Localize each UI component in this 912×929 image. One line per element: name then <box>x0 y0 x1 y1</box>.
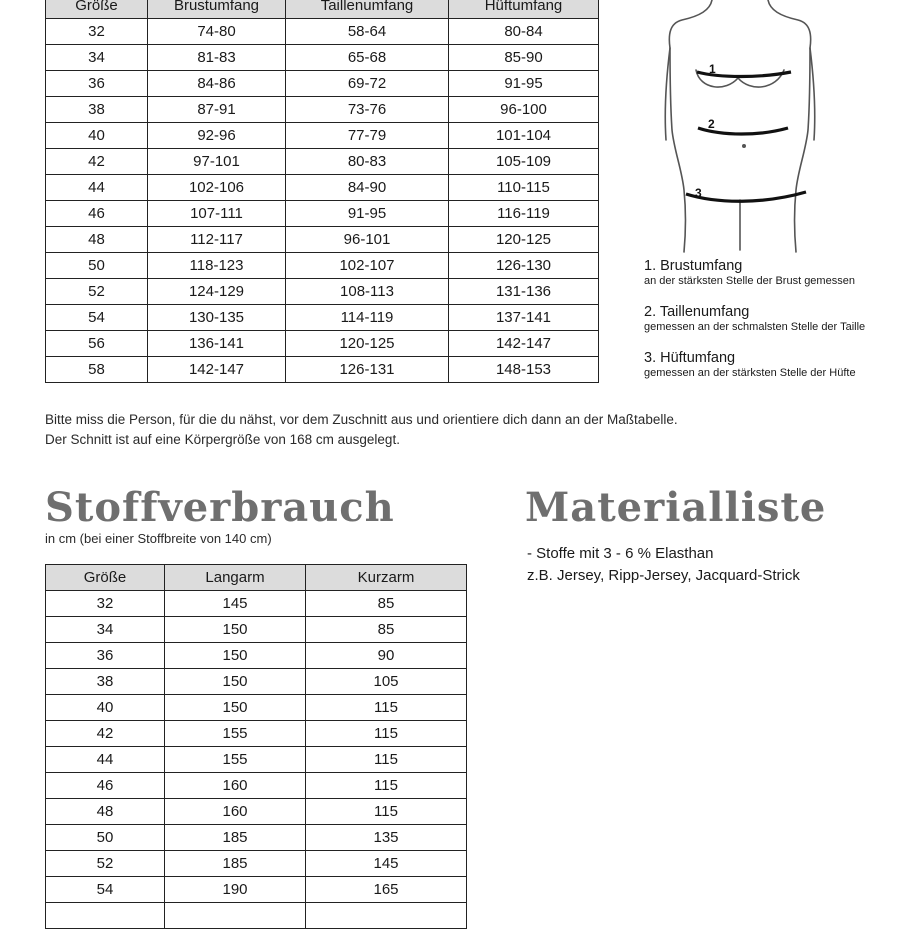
size-table-header-row <box>46 0 599 19</box>
legend-bust-sub: an der stärksten Stelle der Brust gemessen <box>644 275 855 287</box>
size-table-cell: 107-111 <box>148 201 286 227</box>
size-table-header-cell: Brustumfang <box>148 0 286 19</box>
fabric-table-cell: 160 <box>165 799 306 825</box>
figure-outline-left <box>669 0 712 252</box>
fabric-table-cell: 160 <box>165 773 306 799</box>
size-table-header-cell: Hüftumfang <box>449 0 599 19</box>
fabric-table-row <box>46 695 467 721</box>
size-table-row <box>46 123 599 149</box>
legend-waist <box>644 304 865 333</box>
fabric-table-row <box>46 747 467 773</box>
size-table-cell: 96-100 <box>449 97 599 123</box>
size-table-cell: 116-119 <box>449 201 599 227</box>
navel-mark <box>742 144 746 148</box>
size-table-row <box>46 149 599 175</box>
hip-marker-label: 3 <box>695 186 702 200</box>
fabric-table-row <box>46 903 467 929</box>
size-table-cell: 130-135 <box>148 305 286 331</box>
size-table-cell: 36 <box>46 71 148 97</box>
size-table-cell: 34 <box>46 45 148 71</box>
size-table-row <box>46 175 599 201</box>
fabric-table-cell: 165 <box>306 877 467 903</box>
size-table-cell: 65-68 <box>286 45 449 71</box>
fabric-table-cell: 185 <box>165 851 306 877</box>
legend-waist-title: 2. Taillenumfang <box>644 304 750 320</box>
fabric-table-cell: 115 <box>306 747 467 773</box>
size-table-cell: 102-106 <box>148 175 286 201</box>
fabric-table-cell: 145 <box>306 851 467 877</box>
size-table-cell: 74-80 <box>148 19 286 45</box>
size-table-header-cell: Größe <box>46 0 148 19</box>
size-table-cell: 114-119 <box>286 305 449 331</box>
size-table-cell: 105-109 <box>449 149 599 175</box>
fabric-table-row <box>46 591 467 617</box>
fabric-table-cell: 52 <box>46 851 165 877</box>
fabric-table-row <box>46 617 467 643</box>
figure-outline-right <box>768 0 811 252</box>
fabric-table-cell: 46 <box>46 773 165 799</box>
fabric-table-cell: 190 <box>165 877 306 903</box>
size-table-row <box>46 97 599 123</box>
size-table <box>45 0 599 383</box>
size-table-cell: 58 <box>46 357 148 383</box>
fabric-table-row <box>46 669 467 695</box>
size-table-cell: 87-91 <box>148 97 286 123</box>
size-table-cell: 85-90 <box>449 45 599 71</box>
size-table-cell: 73-76 <box>286 97 449 123</box>
size-table-cell: 48 <box>46 227 148 253</box>
fabric-table-header-cell: Kurzarm <box>306 565 467 591</box>
fabric-table-header-row <box>46 565 467 591</box>
fabric-table-cell: 155 <box>165 747 306 773</box>
size-table-row <box>46 305 599 331</box>
fabric-table-cell: 32 <box>46 591 165 617</box>
size-table-cell: 131-136 <box>449 279 599 305</box>
fabric-table-cell: 38 <box>46 669 165 695</box>
waist-marker-label: 2 <box>708 117 715 131</box>
fabric-table-cell: 115 <box>306 721 467 747</box>
materials-heading: Materialliste <box>525 484 827 531</box>
size-table-row <box>46 19 599 45</box>
size-table-cell: 120-125 <box>286 331 449 357</box>
size-table-cell: 136-141 <box>148 331 286 357</box>
size-table-cell: 92-96 <box>148 123 286 149</box>
fabric-table-cell: 34 <box>46 617 165 643</box>
size-table-cell: 46 <box>46 201 148 227</box>
size-table-cell: 38 <box>46 97 148 123</box>
fabric-table-cell: 150 <box>165 695 306 721</box>
size-table-cell: 84-90 <box>286 175 449 201</box>
measure-note-line2: Der Schnitt ist auf eine Körpergröße von 168 cm ausgelegt. <box>45 432 400 447</box>
size-table-cell: 32 <box>46 19 148 45</box>
size-table-cell: 137-141 <box>449 305 599 331</box>
fabric-subtitle: in cm (bei einer Stoffbreite von 140 cm) <box>45 531 272 546</box>
fabric-table-cell: 42 <box>46 721 165 747</box>
fabric-table-cell: 145 <box>165 591 306 617</box>
size-table-row <box>46 279 599 305</box>
legend-waist-sub: gemessen an der schmalsten Stelle der Taille <box>644 321 866 333</box>
size-table-cell: 142-147 <box>449 331 599 357</box>
fabric-table-row <box>46 825 467 851</box>
body-measurement-figure <box>660 0 820 255</box>
size-table-cell: 80-83 <box>286 149 449 175</box>
fabric-table-row <box>46 643 467 669</box>
fabric-table-cell: 115 <box>306 695 467 721</box>
size-table-cell: 42 <box>46 149 148 175</box>
materials-line2: z.B. Jersey, Ripp-Jersey, Jacquard-Strick <box>527 567 800 584</box>
size-table-cell: 112-117 <box>148 227 286 253</box>
bust-marker-label: 1 <box>709 62 716 76</box>
size-table-cell: 80-84 <box>449 19 599 45</box>
size-table-row <box>46 331 599 357</box>
size-table-cell: 102-107 <box>286 253 449 279</box>
fabric-table-cell: 40 <box>46 695 165 721</box>
fabric-table-row <box>46 773 467 799</box>
legend-bust <box>644 258 855 287</box>
fabric-table-row <box>46 877 467 903</box>
fabric-table-header-cell: Langarm <box>165 565 306 591</box>
fabric-table-row <box>46 799 467 825</box>
fabric-table-cell: 155 <box>165 721 306 747</box>
legend-bust-title: 1. Brustumfang <box>644 258 743 274</box>
size-table-cell: 142-147 <box>148 357 286 383</box>
hip-measure-line <box>686 192 806 201</box>
size-table-cell: 77-79 <box>286 123 449 149</box>
size-table-cell: 118-123 <box>148 253 286 279</box>
legend-hip <box>644 350 856 379</box>
fabric-table-cell: 36 <box>46 643 165 669</box>
size-table-cell: 52 <box>46 279 148 305</box>
fabric-table-cell: 135 <box>306 825 467 851</box>
size-table-cell: 44 <box>46 175 148 201</box>
fabric-table-cell: 105 <box>306 669 467 695</box>
size-table-cell: 124-129 <box>148 279 286 305</box>
size-table-cell: 110-115 <box>449 175 599 201</box>
fabric-table-cell: 90 <box>306 643 467 669</box>
size-table-cell: 69-72 <box>286 71 449 97</box>
size-table-cell: 148-153 <box>449 357 599 383</box>
fabric-table-cell <box>306 903 467 929</box>
materials-line1: - Stoffe mit 3 - 6 % Elasthan <box>527 545 714 562</box>
measure-note-line1: Bitte miss die Person, für die du nähst, vor dem Zuschnitt aus und orientiere dich dann an der Maßtabelle. <box>45 412 678 427</box>
legend-hip-sub: gemessen an der stärksten Stelle der Hüfte <box>644 367 856 379</box>
fabric-table-cell: 150 <box>165 669 306 695</box>
size-table-row <box>46 71 599 97</box>
fabric-table-cell <box>46 903 165 929</box>
size-table-cell: 120-125 <box>449 227 599 253</box>
fabric-table-cell: 85 <box>306 591 467 617</box>
fabric-table-cell: 54 <box>46 877 165 903</box>
size-table-cell: 84-86 <box>148 71 286 97</box>
size-table-cell: 54 <box>46 305 148 331</box>
size-table-header-cell: Taillenumfang <box>286 0 449 19</box>
fabric-table-cell: 185 <box>165 825 306 851</box>
size-table-cell: 97-101 <box>148 149 286 175</box>
fabric-table-cell: 44 <box>46 747 165 773</box>
size-table-cell: 96-101 <box>286 227 449 253</box>
size-table-cell: 40 <box>46 123 148 149</box>
fabric-heading: Stoffverbrauch <box>45 484 395 531</box>
fabric-table-row <box>46 721 467 747</box>
size-table-row <box>46 357 599 383</box>
size-table-row <box>46 45 599 71</box>
legend-hip-title: 3. Hüftumfang <box>644 350 736 366</box>
size-table-cell: 58-64 <box>286 19 449 45</box>
size-table-row <box>46 253 599 279</box>
size-table-cell: 108-113 <box>286 279 449 305</box>
size-table-cell: 126-131 <box>286 357 449 383</box>
fabric-table-header-cell: Größe <box>46 565 165 591</box>
fabric-table-cell: 50 <box>46 825 165 851</box>
fabric-table-row <box>46 851 467 877</box>
fabric-table-cell: 48 <box>46 799 165 825</box>
size-table-cell: 126-130 <box>449 253 599 279</box>
fabric-table-cell: 115 <box>306 799 467 825</box>
fabric-table-cell: 115 <box>306 773 467 799</box>
size-table-cell: 56 <box>46 331 148 357</box>
size-table-row <box>46 201 599 227</box>
size-table-cell: 91-95 <box>286 201 449 227</box>
fabric-table-cell: 150 <box>165 643 306 669</box>
fabric-table-cell: 150 <box>165 617 306 643</box>
size-table-cell: 50 <box>46 253 148 279</box>
size-table-cell: 101-104 <box>449 123 599 149</box>
fabric-table-cell <box>165 903 306 929</box>
fabric-table-cell: 85 <box>306 617 467 643</box>
size-table-cell: 91-95 <box>449 71 599 97</box>
fabric-table <box>45 564 467 929</box>
size-table-row <box>46 227 599 253</box>
size-table-cell: 81-83 <box>148 45 286 71</box>
